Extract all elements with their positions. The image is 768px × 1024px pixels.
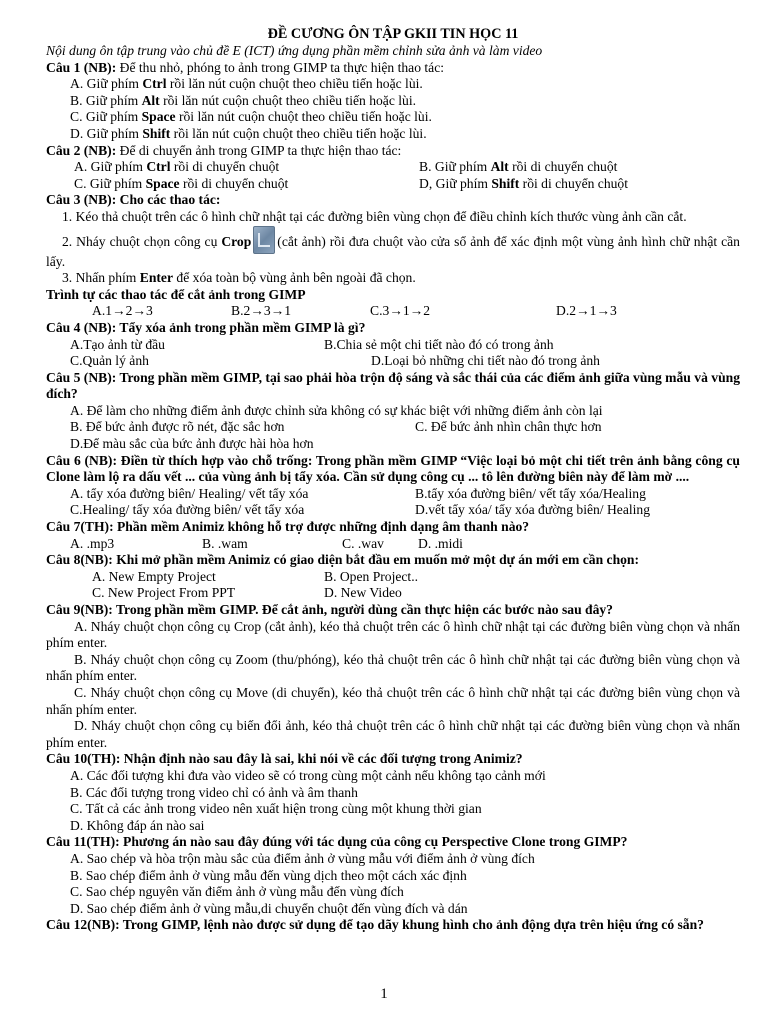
option-letter: D.: [70, 125, 84, 141]
option-key: Shift: [142, 125, 171, 141]
question-6-option-b: B.tẩy xóa đường biên/ vết tẩy xóa/Healing: [415, 485, 646, 501]
option-text: Giữ phím: [434, 159, 491, 175]
question-1-option-d: [46, 126, 740, 143]
question-6-option-d: D.vết tẩy xóa/ tẩy xóa đường biên/ Healing: [415, 502, 651, 518]
question-11-heading: Câu 11(TH): Phương án nào sau đây đúng với tác dụng của công cụ Perspective Clone trong GIMP?: [46, 834, 628, 850]
option-letter: C.: [74, 175, 87, 191]
question-7-option-b: B. .wam: [202, 535, 248, 551]
question-1: [46, 60, 740, 77]
question-12-heading: Câu 12(NB): Trong GIMP, lệnh nào được sử dụng để tạo dãy khung hình cho ảnh động dựa trên hiệu ứng có sẵn?: [46, 917, 704, 933]
question-5-option-b: B. Để bức ảnh được rõ nét, đặc sắc hơn: [70, 419, 285, 435]
page-number: 1: [380, 986, 388, 1002]
option-text: rồi di chuyển chuột: [179, 175, 289, 191]
option-letter: B.: [419, 159, 432, 175]
question-1-option-a: [46, 76, 740, 93]
step-text: 3. Nhấn phím: [62, 270, 140, 286]
question-10-option-b: B. Các đối tượng trong video chỉ có ảnh và âm thanh: [70, 784, 358, 800]
question-8-option-b: B. Open Project..: [324, 568, 419, 584]
question-2-option-b: [419, 159, 617, 176]
document-content: [46, 25, 740, 934]
question-3-option-d: D.2→1→3: [556, 303, 617, 319]
option-key: Shift: [491, 175, 520, 191]
question-11-option-d: D. Sao chép điểm ảnh ở vùng mẫu,di chuyển chuột đến vùng đích và dán: [70, 900, 468, 916]
question-2-options-row-1: [46, 159, 740, 176]
option-key: Space: [141, 109, 176, 125]
question-7-option-a: A. .mp3: [70, 535, 115, 551]
question-11-option-b: B. Sao chép điểm ảnh ở vùng mẫu đến vùng dịch theo một cách xác định: [70, 867, 467, 883]
question-3-step-2: [46, 226, 740, 271]
question-5-options-row: [46, 419, 740, 436]
question-4-option-d: D.Loại bỏ những chi tiết nào đó trong ảnh: [371, 353, 600, 369]
question-4-option-b: B.Chia sẻ một chi tiết nào đó có trong ảnh: [324, 336, 554, 352]
question-1-option-b: [46, 93, 740, 110]
option-text: Giữ phím: [435, 175, 492, 191]
question-6-option-c: C.Healing/ tẩy xóa đường biên/ vết tẩy xóa: [70, 502, 305, 518]
option-text: Giữ phím: [86, 76, 143, 92]
option-letter: C.: [70, 109, 83, 125]
option-key: Ctrl: [142, 76, 167, 92]
question-3-options: [46, 303, 740, 320]
option-text: rồi lăn nút cuộn chuột theo chiều tiến hoặc lùi.: [170, 125, 427, 141]
question-10-heading: Câu 10(TH): Nhận định nào sau đây là sai, khi nói về các đối tượng trong Animiz?: [46, 751, 523, 767]
option-text: Giữ phím: [90, 159, 147, 175]
question-4-options-row-2: [46, 353, 740, 370]
question-6-options-row-2: [46, 502, 740, 519]
question-9-option-b: B. Nháy chuột chọn công cụ Zoom (thu/phóng), kéo thả chuột trên các ô hình chữ nhật tại các đường biên vùng chọn và nhấn phím enter.: [46, 651, 740, 684]
question-10-option-c: C. Tất cả các ảnh trong video nên xuất hiện trong cùng một khung thời gian: [70, 801, 482, 817]
question-11-option-a: A. Sao chép và hòa trộn màu sắc của điểm ảnh ở vùng mẫu với điểm ảnh ở vùng đích: [70, 850, 535, 866]
question-8-option-c: C. New Project From PPT: [92, 585, 236, 601]
question-7-option-c: C. .wav: [342, 535, 384, 551]
question-2-option-a: [74, 159, 419, 176]
question-5-heading: Câu 5 (NB): Trong phần mềm GIMP, tại sao phải hòa trộn độ sáng và sắc thái của các điểm ảnh giữa vùng mẫu và vùng đích?: [46, 369, 740, 402]
question-4-option-c: C.Quản lý ảnh: [70, 353, 149, 369]
question-6-heading: Câu 6 (NB): Điền từ thích hợp vào chỗ trống: Trong phần mềm GIMP “Việc loại bỏ một chi tiết trên ảnh bằng công cụ Clone làm lộ ra dấu vết ... của vùng ảnh bị tẩy xóa. Cần sử dụng công cụ ... tô lên đường biên này để làm mờ ....: [46, 452, 740, 485]
step-text: để xóa toàn bộ vùng ảnh bên ngoài đã chọn.: [173, 270, 416, 286]
question-10-option-a: A. Các đối tượng khi đưa vào video sẽ có trong cùng một cảnh nếu không tạo cảnh mới: [70, 767, 546, 783]
question-4-options-row-1: [46, 337, 740, 354]
question-3-prompt: Trình tự các thao tác để cắt ảnh trong GIMP: [46, 286, 306, 302]
question-1-text: Để thu nhỏ, phóng to ảnh trong GIMP ta thực hiện thao tác:: [116, 59, 445, 75]
option-text: rồi di chuyển chuột: [519, 175, 629, 191]
question-2-option-c: [74, 176, 419, 193]
option-key: Alt: [490, 159, 509, 175]
question-8-option-d: D. New Video: [324, 585, 402, 601]
option-key: Space: [145, 175, 180, 191]
step-text: (cắt ảnh) rồi đưa chuột vào cửa sổ ảnh để xác định một vùng ảnh hình chữ nhật cần lấy.: [46, 233, 740, 269]
option-text: rồi di chuyển chuột: [170, 159, 280, 175]
question-7-option-d: D. .midi: [418, 535, 463, 551]
question-3-step-3: [46, 270, 740, 287]
option-key: Alt: [141, 92, 160, 108]
question-5-option-a: A. Để làm cho những điểm ảnh được chỉnh sửa không có sự khác biệt với những điểm ảnh còn lại: [70, 402, 603, 418]
option-text: rồi lăn nút cuộn chuột theo chiều tiến hoặc lùi.: [175, 109, 432, 125]
question-7-heading: Câu 7(TH): Phần mềm Animiz không hỗ trợ được những định dạng âm thanh nào?: [46, 519, 530, 535]
option-letter: D,: [419, 175, 433, 191]
option-text: rồi lăn nút cuộn chuột theo chiều tiến hoặc lùi.: [159, 92, 417, 108]
option-letter: A.: [74, 159, 88, 175]
option-text: rồi di chuyển chuột: [508, 159, 618, 175]
question-11-option-c: C. Sao chép nguyên văn điểm ảnh ở vùng mẫu đến vùng đích: [70, 884, 404, 900]
question-4-option-a: A.Tạo ảnh từ đầu: [70, 336, 165, 352]
question-5-option-c: C. Để bức ảnh nhìn chân thực hơn: [415, 419, 602, 435]
question-1-prefix: Câu 1 (NB):: [46, 59, 117, 75]
question-6-option-a: A. tẩy xóa đường biên/ Healing/ vết tẩy xóa: [70, 485, 309, 501]
question-3-option-c: C.3→1→2: [370, 303, 431, 319]
question-3-heading: Câu 3 (NB): Cho các thao tác:: [46, 192, 221, 208]
option-text: Giữ phím: [86, 125, 143, 141]
question-8-options-row-1: [46, 569, 740, 586]
option-text: rồi lăn nút cuộn chuột theo chiều tiến hoặc lùi.: [166, 76, 423, 92]
question-8-option-a: A. New Empty Project: [92, 568, 216, 584]
question-3-option-b: B.2→3→1: [231, 303, 292, 319]
question-2: [46, 143, 740, 160]
question-2-text: Để di chuyển ảnh trong GIMP ta thực hiện thao tác:: [116, 142, 402, 158]
document-title: ĐỀ CƯƠNG ÔN TẬP GKII TIN HỌC 11: [267, 26, 519, 42]
document-subtitle: Nội dung ôn tập trung vào chủ đề E (ICT) ứng dụng phần mềm chỉnh sửa ảnh và làm video: [46, 43, 543, 58]
step-text: 2. Nháy chuột chọn công cụ: [62, 233, 222, 249]
question-6-options-row-1: [46, 486, 740, 503]
option-key: Ctrl: [146, 159, 171, 175]
crop-tool-icon: [253, 226, 275, 254]
question-1-option-c: [46, 109, 740, 126]
question-7-options: [46, 536, 740, 553]
question-4-heading: Câu 4 (NB): Tẩy xóa ảnh trong phần mềm GIMP là gì?: [46, 319, 366, 335]
question-2-prefix: Câu 2 (NB):: [46, 142, 117, 158]
step-tool-name: Crop: [221, 233, 252, 249]
question-8-options-row-2: [46, 585, 740, 602]
question-5-option-d: D.Để màu sắc của bức ảnh được hài hòa hơn: [70, 436, 314, 452]
question-2-option-d: [419, 176, 628, 193]
option-text: Giữ phím: [85, 92, 142, 108]
option-text: Giữ phím: [85, 109, 142, 125]
question-9-option-a: A. Nháy chuột chọn công cụ Crop (cắt ảnh), kéo thả chuột trên các ô hình chữ nhật tại các đường biên vùng chọn và nhấn phím enter.: [46, 618, 740, 651]
question-9-option-c: C. Nháy chuột chọn công cụ Move (di chuyển), kéo thả chuột trên các ô hình chữ nhật tại các đường biên vùng chọn và nhấn phím enter.: [46, 684, 740, 717]
question-3-option-a: A.1→2→3: [92, 303, 153, 319]
option-letter: A.: [70, 76, 84, 92]
option-letter: B.: [70, 92, 83, 108]
step-key: Enter: [139, 270, 174, 286]
question-8-heading: Câu 8(NB): Khi mở phần mềm Animiz có giao diện bắt đầu em muốn mở một dự án mới em cần chọn:: [46, 552, 640, 568]
question-9-option-d: D. Nháy chuột chọn công cụ biến đổi ảnh, kéo thả chuột trên các ô hình chữ nhật tại các đường biên vùng chọn và nhấn phím enter.: [46, 718, 740, 750]
question-3-step-1: 1. Kéo thả chuột trên các ô hình chữ nhật tại các đường biên vùng chọn để điều chỉnh kích thước vùng ảnh cần cắt.: [62, 208, 687, 224]
option-text: Giữ phím: [89, 175, 146, 191]
question-9-heading: Câu 9(NB): Trong phần mềm GIMP. Để cắt ảnh, người dùng cần thực hiện các bước nào sau đây?: [46, 602, 613, 617]
question-2-options-row-2: [46, 176, 740, 193]
question-10-option-d: D. Không đáp án nào sai: [70, 817, 205, 833]
